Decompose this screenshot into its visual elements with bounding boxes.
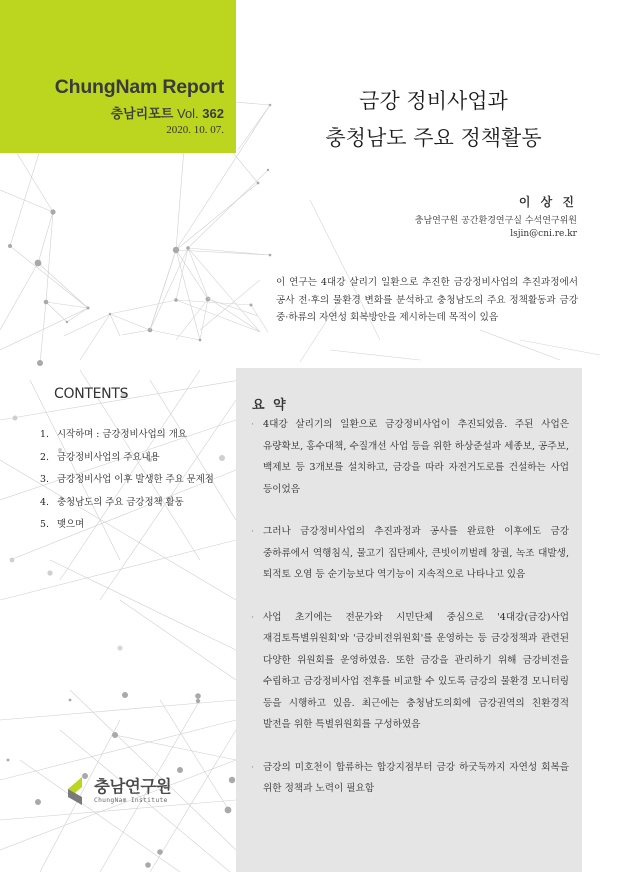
institute-logo (68, 777, 171, 805)
contents-section (40, 386, 214, 537)
summary-heading: 요 약 (252, 398, 288, 413)
contents-item-number: 5. (40, 519, 49, 530)
bullet-icon: · (251, 761, 255, 773)
summary-item-text: 4대강 살리기의 일환으로 금강정비사업이 추진되었음. 주된 사업은 유량확보, 홍수대책, 수질개선 사업 등을 위한 하상준설과 세종보, 공주보, 백제보 등 3개보를 설치하고, 금강을 따라 자전거도로를 건설하는 사업 등이었음 (263, 419, 569, 495)
contents-item-label: 충청남도의 주요 금강정책 활동 (56, 496, 184, 508)
contents-item-label: 금강정비사업의 주요내용 (56, 451, 160, 463)
summary-item (251, 607, 569, 736)
contents-item-label: 시작하며 : 금강정비사업의 개요 (56, 429, 187, 440)
summary-item (251, 414, 569, 500)
bullet-icon: · (251, 419, 255, 430)
publish-date: 2020. 10. 07. (166, 124, 224, 136)
summary-box (236, 368, 582, 872)
brand-sub-korean: 충남리포트 (110, 106, 174, 121)
contents-item-label: 금강정비사업 이후 발생한 주요 문제점 (56, 474, 214, 485)
contents-item-number: 4. (40, 496, 49, 508)
summary-item-text: 사업 초기에는 전문가와 시민단체 중심으로 '4대강(금강)사업 재검토특별위원회'와 '금강비전위원회'를 운영하는 등 금강정책과 관련된 다양한 위원회를 운영하였음. 또한 금강을 관리하기 위해 금강비전을 수립하고 금강정비사업 전후를 비교할 수 있도록 금강의 물환경 모니터링 등을 시행하고 있음. 최근에는 충청남도의회에 금강권역의 친환경적 발전을 위한 특별위원회를 구성하였음 (263, 611, 569, 730)
summary-list (251, 414, 569, 821)
author-email[interactable]: lsjin@cni.re.kr (510, 229, 577, 239)
contents-item-number: 3. (40, 474, 49, 485)
chungnam-logo-icon (68, 777, 90, 805)
author-name: 이 상 진 (518, 195, 577, 209)
abstract-paragraph: 이 연구는 4대강 살리기 일환으로 추진한 금강정비사업의 추진과정에서 공사 전·후의 물환경 변화를 분석하고 충청남도의 주요 정책활동과 금강 중·하류의 자연성 회복방안을 제시하는데 목적이 있음 (276, 277, 578, 323)
summary-item (251, 757, 569, 800)
contents-item[interactable] (40, 514, 214, 537)
volume-label: Vol. (176, 106, 199, 121)
volume-number: 362 (202, 106, 224, 121)
title-line-1: 금강 정비사업과 (359, 89, 508, 113)
logo-name-english: ChungNam Institute (94, 797, 168, 804)
brand-title: ChungNam Report (54, 76, 224, 98)
contents-item-number: 1. (40, 429, 49, 440)
contents-item-number: 2. (40, 451, 49, 463)
brand-header-block (0, 0, 236, 153)
document-title (250, 83, 617, 157)
summary-item-text: 그러나 금강정비사업의 추진과정과 공사를 완료한 이후에도 금강 중하류에서 역행침식, 물고기 집단폐사, 큰빗이끼벌레 창궐, 녹조 대발생, 퇴적토 오염 등 순기능보다 역기능이 지속적으로 나타나고 있음 (263, 526, 569, 580)
contents-item[interactable] (40, 492, 214, 515)
contents-item-label: 맺으며 (56, 519, 85, 530)
summary-item (251, 521, 569, 586)
contents-item[interactable] (40, 469, 214, 492)
title-line-2: 충청남도 주요 정책활동 (325, 126, 542, 150)
contents-list (40, 424, 214, 537)
logo-text (94, 777, 171, 805)
bullet-icon: · (251, 526, 255, 537)
contents-item[interactable] (40, 424, 214, 447)
report-volume (111, 103, 224, 122)
bullet-icon: · (251, 611, 255, 623)
contents-item[interactable] (40, 447, 214, 470)
author-affiliation: 충남연구원 공간환경연구실 수석연구위원 (414, 216, 577, 226)
summary-item-text: 금강의 미호천이 합류하는 합강지점부터 금강 하굿둑까지 자연성 회복을 위한 정책과 노력이 필요함 (263, 761, 569, 794)
logo-name-korean: 충남연구원 (94, 777, 172, 796)
author-block (415, 194, 577, 241)
contents-heading: CONTENTS (54, 386, 129, 402)
